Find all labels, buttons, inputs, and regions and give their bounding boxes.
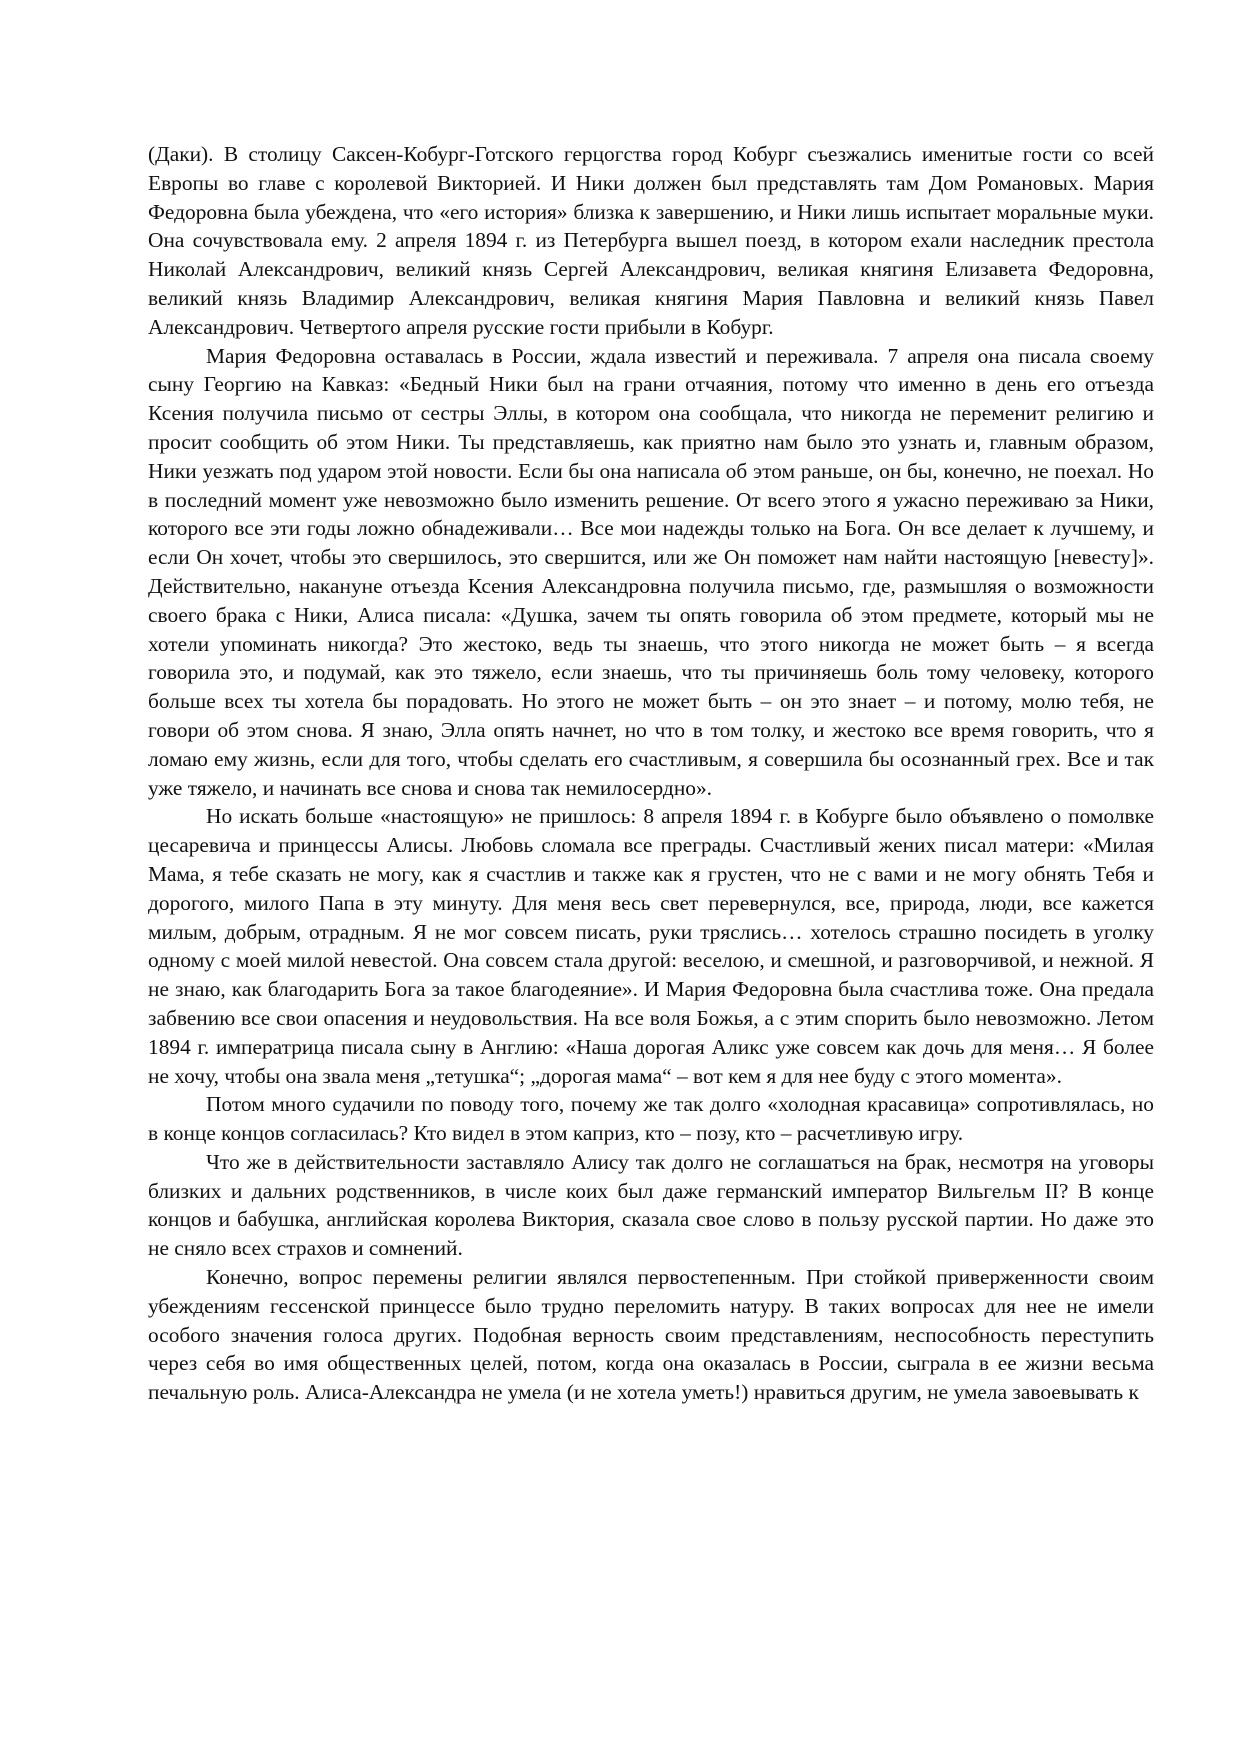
paragraph: Потом много судачили по поводу того, почему же так долго «холодная красавица» сопротивлялась, но в конце концов согласилась? Кто видел в этом каприз, кто – позу, кто – расчетливую игру.: [148, 1092, 1154, 1146]
paragraph: Но искать больше «настоящую» не пришлось: 8 апреля 1894 г. в Кобурге было объявлено о помолвке цесаревича и принцессы Алисы. Любовь сломала все преграды. Счастливый жених писал матери: «Милая Мама, я тебе сказать не могу, как я счастлив и также как я грустен, что не с вами и не могу обнять Тебя и дорогого, милого Папа в эту минуту. Для меня весь свет перевернулся, все, природа, люди, все кажется милым, добрым, отрадным. Я не мог совсем писать, руки тряслись… хотелось страшно посидеть в уголку одному с моей милой невестой. Она совсем стала другой: веселою, и смешной, и разговорчивой, и нежной. Я не знаю, как благодарить Бога за такое благодеяние». И Мария Федоровна была счастлива тоже. Она предала забвению все свои опасения и неудовольствия. На все воля Божья, а с этим спорить было невозможно. Летом 1894 г. императрица писала сыну в Англию: «Наша дорогая Аликс уже совсем как дочь для меня… Я более не хочу, чтобы она звала меня „тетушка“; „дорогая мама“ – вот кем я для нее буду с этого момента».: [148, 804, 1154, 1088]
paragraph: Что же в действительности заставляло Алису так долго не соглашаться на брак, несмотря на уговоры близких и дальних родственников, в числе коих был даже германский император Вильгельм II? В конце концов и бабушка, английская королева Виктория, сказала свое слово в пользу русской партии. Но даже это не сняло всех страхов и сомнений.: [148, 1149, 1154, 1261]
paragraph: Конечно, вопрос перемены религии являлся первостепенным. При стойкой приверженности своим убеждениям гессенской принцессе было трудно переломить натуру. В таких вопросах для нее не имели особого значения голоса других. Подобная верность своим представлениям, неспособность переступить через себя во имя общественных целей, потом, когда она оказалась в России, сыграла в ее жизни весьма печальную роль. Алиса-Александра не умела (и не хотела уметь!) нравиться другим, не умела завоевывать к: [148, 1265, 1154, 1405]
document-page: [148, 140, 1154, 1407]
paragraph: (Даки). В столицу Саксен-Кобург-Готского герцогства город Кобург съезжались именитые гости со всей Европы во главе с королевой Викторией. И Ники должен был представлять там Дом Романовых. Мария Федоровна была убеждена, что «его история» близка к завершению, и Ники лишь испытает моральные муки. Она сочувствовала ему. 2 апреля 1894 г. из Петербурга вышел поезд, в котором ехали наследник престола Николай Александрович, великий князь Сергей Александрович, великая княгиня Елизавета Федоровна, великий князь Владимир Александрович, великая княгиня Мария Павловна и великий князь Павел Александрович. Четвертого апреля русские гости прибыли в Кобург.: [148, 142, 1154, 339]
paragraph: Мария Федоровна оставалась в России, ждала известий и переживала. 7 апреля она писала своему сыну Георгию на Кавказ: «Бедный Ники был на грани отчаяния, потому что именно в день его отъезда Ксения получила письмо от сестры Эллы, в котором она сообщала, что никогда не переменит религию и просит сообщить об этом Ники. Ты представляешь, как приятно нам было это узнать и, главным образом, Ники уезжать под ударом этой новости. Если бы она написала об этом раньше, он бы, конечно, не поехал. Но в последний момент уже невозможно было изменить решение. От всего этого я ужасно переживаю за Ники, которого все эти годы ложно обнадеживали… Все мои надежды только на Бога. Он все делает к лучшему, и если Он хочет, чтобы это свершилось, это свершится, или же Он поможет нам найти настоящую [невесту]». Действительно, накануне отъезда Ксения Александровна получила письмо, где, размышляя о возможности своего брака с Ники, Алиса писала: «Душка, зачем ты опять говорила об этом предмете, который мы не хотели упоминать никогда? Это жестоко, ведь ты знаешь, что этого никогда не может быть – я всегда говорила это, и подумай, как это тяжело, если знаешь, что ты причиняешь боль тому человеку, которого больше всех ты хотела бы порадовать. Но этого не может быть – он это знает – и потому, молю тебя, не говори об этом снова. Я знаю, Элла опять начнет, но что в том толку, и жестоко все время говорить, что я ломаю ему жизнь, если для того, чтобы сделать его счастливым, я совершила бы осознанный грех. Все и так уже тяжело, и начинать все снова и снова так немилосердно».: [148, 343, 1154, 800]
